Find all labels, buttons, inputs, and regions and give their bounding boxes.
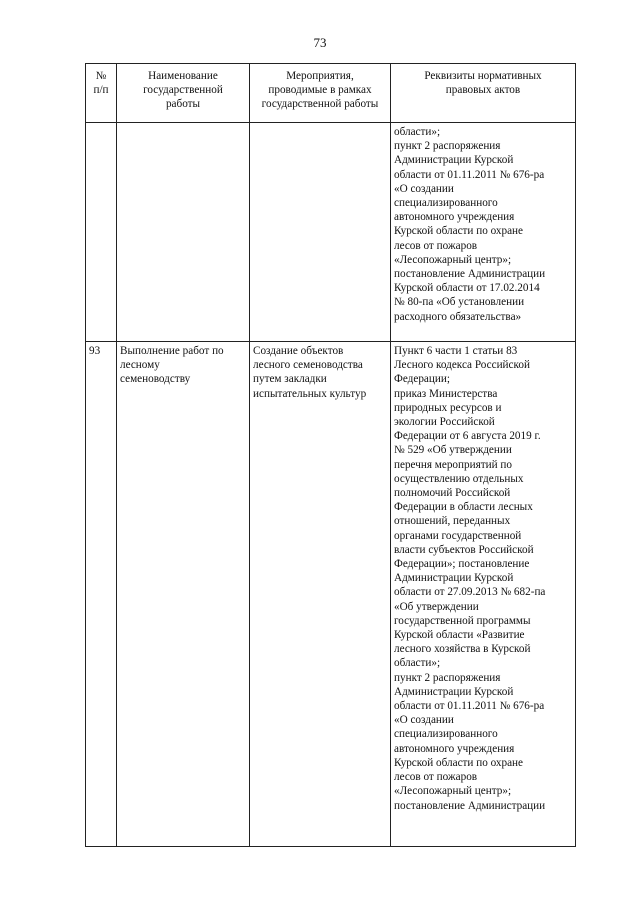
regulatory-acts-table [85, 63, 576, 847]
cell-name-empty [117, 123, 250, 342]
table-header-row [86, 64, 576, 123]
cell-events-empty [250, 123, 391, 342]
header-events: Мероприятия, проводимые в рамках государственной работы [250, 64, 391, 123]
table-row-93 [86, 342, 576, 847]
cell-num-empty [86, 123, 117, 342]
page-number: 73 [313, 35, 327, 50]
cell-work-name-93: Выполнение работ по лесному семеноводству [117, 342, 250, 847]
header-acts: Реквизиты нормативных правовых актов [391, 64, 576, 123]
cell-acts-continuation: области»; пункт 2 распоряжения Администрации Курской области от 01.11.2011 № 676-ра «О создании специализированного автономного учреждения Курской области по охране лесов от пожаров «Лесопожарный центр»; постановление Администрации Курской области от 17.02.2014 № 80-па «Об установлении расходного обязательства» [391, 123, 576, 342]
header-work-name: Наименование государственной работы [117, 64, 250, 123]
table-row-continuation [86, 123, 576, 342]
cell-num-93: 93 [86, 342, 117, 847]
cell-events-93: Создание объектов лесного семеноводства путем закладки испытательных культур [250, 342, 391, 847]
cell-acts-93: Пункт 6 части 1 статьи 83 Лесного кодекса Российской Федерации; приказ Министерства природных ресурсов и экологии Российской Федерации от 6 августа 2019 г. № 529 «Об утверждении перечня мероприятий по осуществлению отдельных полномочий Российской Федерации в области лесных отношений, переданных органами государственной власти субъектов Российской Федерации»; постановление Администрации Курской области от 27.09.2013 № 682-па «Об утверждении государственной программы Курской области «Развитие лесного хозяйства в Курской области»; пункт 2 распоряжения Администрации Курской области от 01.11.2011 № 676-ра «О создании специализированного автономного учреждения Курской области по охране лесов от пожаров «Лесопожарный центр»; постановление Администрации [391, 342, 576, 847]
header-num: № п/п [86, 64, 117, 123]
